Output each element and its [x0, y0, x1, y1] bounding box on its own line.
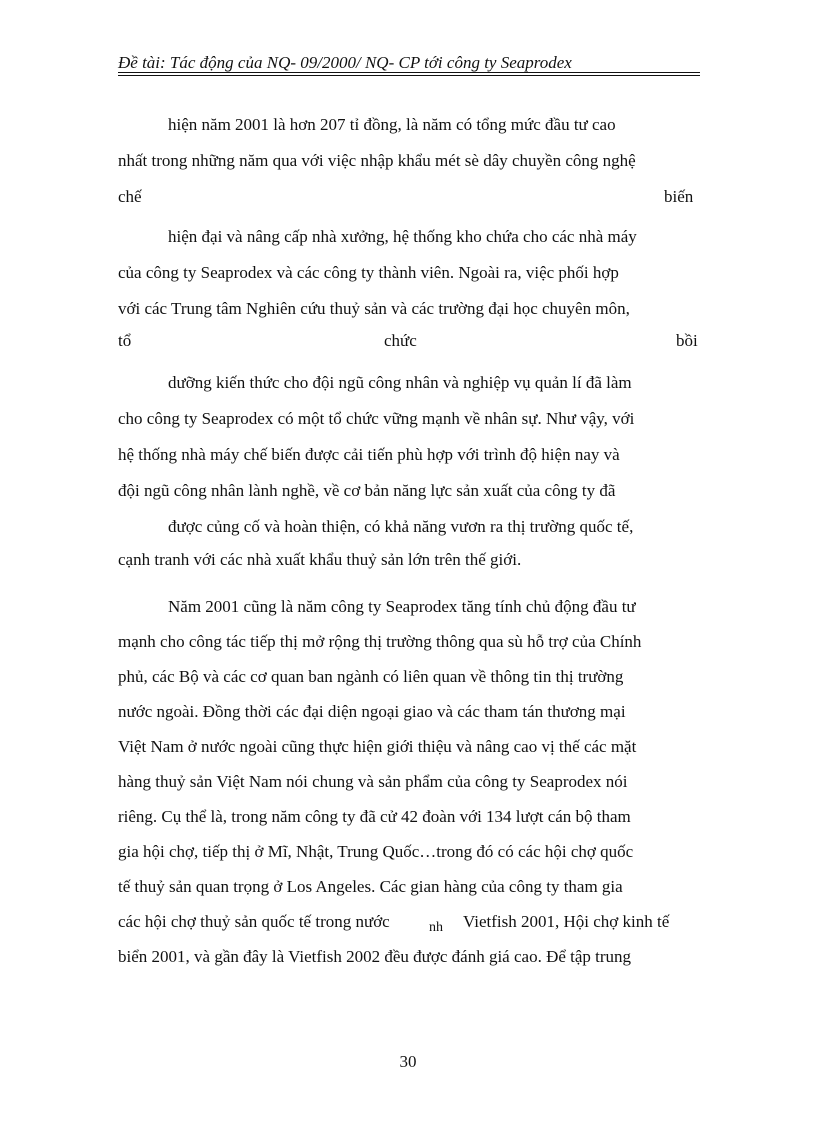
- paragraph-5-line-9: tế thuỷ sản quan trọng ở Los Angeles. Các gian hàng của công ty tham gia: [118, 877, 623, 896]
- paragraph-5-line-11: biển 2001, và gần đây là Vietfish 2002 đều được đánh giá cao. Để tập trung: [118, 947, 632, 966]
- paragraph-1-line-3-left: chế: [118, 187, 142, 206]
- paragraph-5-line-10-right: Vietfish 2001, Hội chợ kinh tế: [463, 912, 670, 931]
- paragraph-2-line-3: với các Trung tâm Nghiên cứu thuỷ sản và các trường đại học chuyên môn,: [118, 299, 630, 318]
- paragraph-5-line-10-subscript: nh: [429, 920, 443, 935]
- paragraph-5-line-5: Việt Nam ở nước ngoài cũng thực hiện giới thiệu và nâng cao vị thế các mặt: [118, 737, 637, 756]
- paragraph-2-line-1: hiện đại và nâng cấp nhà xưởng, hệ thống kho chứa cho các nhà máy: [168, 227, 637, 246]
- paragraph-5-line-8: gia hội chợ, tiếp thị ở Mĩ, Nhật, Trung Quốc…trong đó có các hội chợ quốc: [118, 842, 634, 861]
- paragraph-3-line-4: đội ngũ công nhân lành nghề, về cơ bản năng lực sản xuất của công ty đã: [118, 481, 616, 500]
- paragraph-1-line-1: hiện năm 2001 là hơn 207 tỉ đồng, là năm có tổng mức đầu tư cao: [168, 115, 616, 134]
- page-header-title: Đề tài: Tác động của NQ- 09/2000/ NQ- CP tới công ty Seaprodex: [118, 53, 572, 72]
- paragraph-4-line-1: được củng cố và hoàn thiện, có khả năng vươn ra thị trường quốc tế,: [168, 517, 634, 536]
- header-underline-top: [118, 72, 700, 73]
- paragraph-5-line-7: riêng. Cụ thể là, trong năm công ty đã cử 42 đoàn với 134 lượt cán bộ tham: [118, 807, 631, 826]
- paragraph-5-line-2: mạnh cho công tác tiếp thị mở rộng thị trường thông qua sù hỗ trợ của Chính: [118, 632, 642, 651]
- paragraph-5-line-6: hàng thuỷ sản Việt Nam nói chung và sản phẩm của công ty Seaprodex nói: [118, 772, 628, 791]
- paragraph-1-line-2: nhất trong những năm qua với việc nhập khẩu mét sè dây chuyền công nghệ: [118, 151, 636, 170]
- paragraph-5-line-10-left: các hội chợ thuỷ sản quốc tế trong nước: [118, 912, 390, 931]
- paragraph-4-line-2: cạnh tranh với các nhà xuất khẩu thuỷ sản lớn trên thế giới.: [118, 550, 522, 569]
- paragraph-5-line-1: Năm 2001 cũng là năm công ty Seaprodex tăng tính chủ động đầu tư: [168, 597, 636, 616]
- paragraph-5-line-3: phủ, các Bộ và các cơ quan ban ngành có liên quan về thông tin thị trường: [118, 667, 624, 686]
- paragraph-2-line-4-left: tổ: [118, 331, 132, 350]
- paragraph-1-line-3-right: biến: [664, 187, 694, 206]
- paragraph-2-line-2: của công ty Seaprodex và các công ty thành viên. Ngoài ra, việc phối hợp: [118, 263, 619, 282]
- paragraph-2-line-4-middle: chức: [384, 331, 417, 350]
- paragraph-3-line-1: dưỡng kiến thức cho đội ngũ công nhân và nghiệp vụ quản lí đã làm: [168, 373, 632, 392]
- paragraph-3-line-3: hệ thống nhà máy chế biến được cải tiến phù hợp với trình độ hiện nay và: [118, 445, 620, 464]
- paragraph-5-line-4: nước ngoài. Đồng thời các đại diện ngoại giao và các tham tán thương mại: [118, 702, 626, 721]
- paragraph-2-line-4-right: bồi: [676, 331, 698, 350]
- header-underline-bottom: [118, 75, 700, 76]
- paragraph-3-line-2: cho công ty Seaprodex có một tổ chức vững mạnh về nhân sự. Như vậy, với: [118, 409, 635, 428]
- page-number: 30: [399, 1052, 417, 1071]
